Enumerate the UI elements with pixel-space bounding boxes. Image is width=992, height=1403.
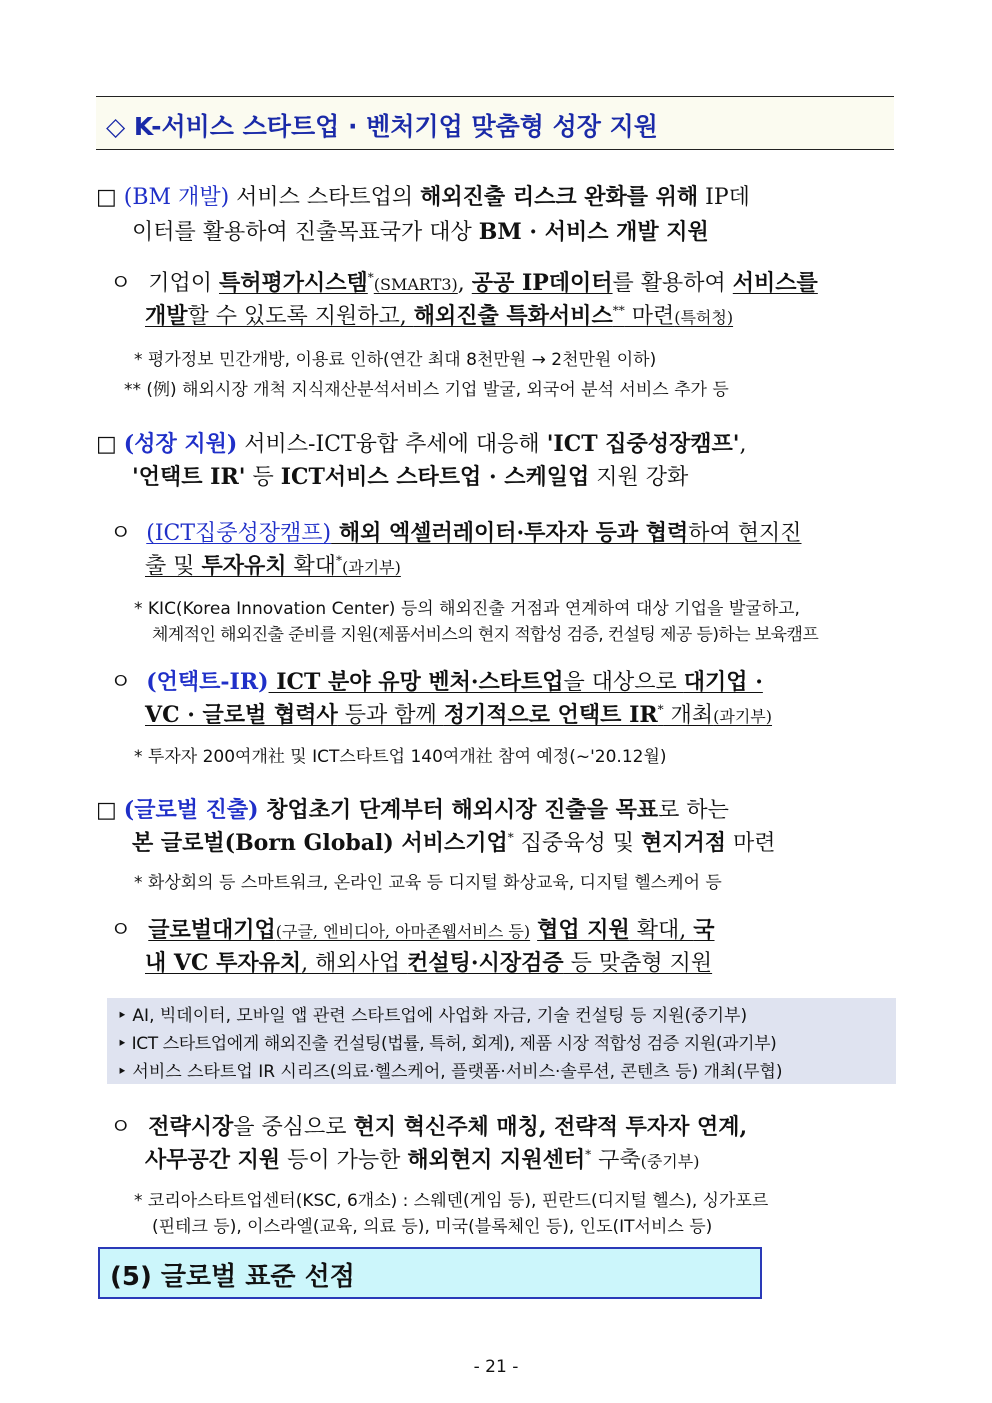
highlight-box — [107, 998, 896, 1084]
bm-note-2: ** (例) 해외시장 개척 지식재산분석서비스 기업 발굴, 외국어 분석 서비스 추가 등 — [124, 380, 729, 400]
bm-line-1: □ (BM 개발) 서비스 스타트업의 해외진출 리스크 완화를 위해 IP데 — [96, 184, 750, 210]
growth-line-2: '언택트 IR' 등 ICT서비스 스타트업 · 스케일업 지원 강화 — [132, 464, 689, 490]
bm-tag: (BM 개발) — [123, 185, 230, 210]
section-header — [96, 96, 894, 150]
global-sub2-line-1: ㅇ 전략시장을 중심으로 현지 혁신주체 매칭, 전략적 투자자 연계, — [110, 1114, 748, 1140]
growth-sub2-line-1: ㅇ (언택트-IR) ICT 분야 유망 벤처·스타트업을 대상으로 대기업 · — [110, 669, 763, 695]
subsection-header — [98, 1247, 762, 1299]
global-sub1-line-2: 내 VC 투자유치, 해외사업 컨설팅·시장검증 등 맞춤형 지원 — [145, 950, 713, 976]
growth-line-1: □ (성장 지원) 서비스-ICT융합 추세에 대응해 'ICT 집중성장캠프', — [96, 431, 747, 457]
highlight-item: ‣ AI, 빅데이터, 모바일 앱 관련 스타트업에 사업화 자금, 기술 컨설팅 등 지원(중기부) — [117, 1006, 748, 1026]
highlight-item: ‣ ICT 스타트업에게 해외진출 컨설팅(법률, 특허, 회계), 제품 시장 적합성 검증 지원(과기부) — [117, 1034, 777, 1054]
subsection-title: (5) 글로벌 표준 선점 — [110, 1262, 355, 1292]
bm-sub1-line-2: 개발할 수 있도록 지원하고, 해외진출 특화서비스** 마련(특허청) — [145, 303, 734, 329]
global-tag: (글로벌 진출) — [123, 797, 259, 823]
bm-sub1-line-1: ㅇ 기업이 특허평가시스템*(SMART3), 공공 IP데이터를 활용하여 서비스를 — [110, 270, 818, 296]
growth-note-1-line-2: 체계적인 해외진출 준비를 지원(제품서비스의 현지 적합성 검증, 컨설팅 제공 등)하는 보육캠프 — [152, 625, 819, 645]
growth-note-2: * 투자자 200여개社 및 ICT스타트업 140여개社 참여 예정(~'20.12월) — [134, 747, 667, 767]
global-note-1: * 화상회의 등 스마트워크, 온라인 교육 등 디지털 화상교육, 디지털 헬스케어 등 — [134, 873, 722, 893]
global-line-1: □ (글로벌 진출) 창업초기 단계부터 해외시장 진출을 목표로 하는 — [96, 797, 729, 823]
global-line-2: 본 글로벌(Born Global) 서비스기업* 집중육성 및 현지거점 마련 — [132, 830, 776, 856]
bm-line-2: 이터를 활용하여 진출목표국가 대상 BM · 서비스 개발 지원 — [132, 219, 709, 245]
growth-note-1-line-1: * KIC(Korea Innovation Center) 등의 해외진출 거점과 연계하여 대상 기업을 발굴하고, — [134, 599, 800, 619]
global-note-2-line-1: * 코리아스타트업센터(KSC, 6개소) : 스웨덴(게임 등), 핀란드(디지털 헬스), 싱가포르 — [134, 1191, 769, 1211]
growth-tag: (성장 지원) — [123, 431, 238, 457]
growth-sub1-line-1: ㅇ (ICT집중성장캠프) 해외 엑셀러레이터·투자자 등과 협력하여 현지진 — [110, 520, 802, 546]
section-title: ◇ K-서비스 스타트업 · 벤처기업 맞춤형 성장 지원 — [106, 112, 658, 141]
global-sub1-line-1: ㅇ 글로벌대기업(구글, 엔비디아, 아마존웹서비스 등) 협업 지원 확대, 국 — [110, 917, 715, 943]
highlight-item: ‣ 서비스 스타트업 IR 시리즈(의료·헬스케어, 플랫폼·서비스·솔루션, 콘텐츠 등) 개최(무협) — [117, 1062, 783, 1082]
growth-sub1-line-2: 출 및 투자유치 확대*(과기부) — [145, 553, 401, 579]
global-sub2-line-2: 사무공간 지원 등이 가능한 해외현지 지원센터* 구축(중기부) — [145, 1147, 700, 1173]
page-number: - 21 - — [473, 1357, 519, 1377]
global-note-2-line-2: (핀테크 등), 이스라엘(교육, 의료 등), 미국(블록체인 등), 인도(IT서비스 등) — [152, 1217, 713, 1237]
growth-sub2-line-2: VC · 글로벌 협력사 등과 함께 정기적으로 언택트 IR* 개최(과기부) — [145, 702, 773, 728]
bm-note-1: * 평가정보 민간개방, 이용료 인하(연간 최대 8천만원 → 2천만원 이하) — [134, 350, 657, 370]
